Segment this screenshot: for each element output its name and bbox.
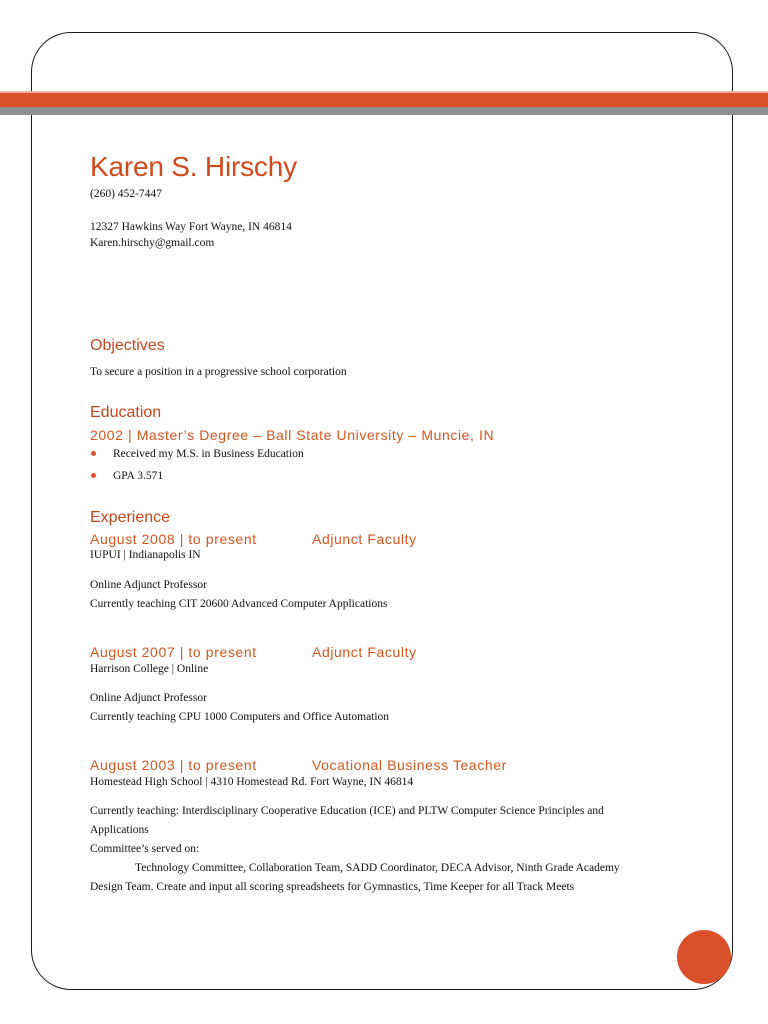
- job-dates: August 2008 | to present: [90, 531, 257, 547]
- job-header: [90, 531, 417, 547]
- bullet-icon: [91, 451, 96, 456]
- job-line: Committee’s served on:: [90, 843, 200, 855]
- job-org: Harrison College | Online: [90, 663, 209, 675]
- header-band-gray: [0, 107, 768, 115]
- education-bullet: Received my M.S. in Business Education: [113, 448, 304, 460]
- job-line: Design Team. Create and input all scoring spreadsheets for Gymnastics, Time Keeper for all Track Meets: [90, 881, 575, 893]
- education-bullet: GPA 3.571: [113, 470, 164, 482]
- resume-name: Karen S. Hirschy: [90, 151, 297, 182]
- education-heading: Education: [90, 404, 162, 421]
- job-dates: August 2003 | to present: [90, 757, 257, 773]
- objectives-heading: Objectives: [90, 337, 165, 354]
- objectives-text: To secure a position in a progressive school corporation: [90, 366, 347, 378]
- job-org: IUPUI | Indianapolis IN: [90, 549, 201, 561]
- job-line: Technology Committee, Collaboration Team, SADD Coordinator, DECA Advisor, Ninth Grade Academy: [135, 862, 620, 874]
- job-line: Online Adjunct Professor: [90, 692, 207, 704]
- experience-heading: Experience: [90, 509, 171, 526]
- job-role: Vocational Business Teacher: [312, 757, 507, 773]
- header-band-orange: [0, 93, 768, 107]
- job-dates: August 2007 | to present: [90, 644, 257, 660]
- decorative-circle-icon: [677, 930, 731, 984]
- phone: (260) 452-7447: [90, 188, 162, 200]
- job-role: Adjunct Faculty: [312, 644, 417, 660]
- job-line: Currently teaching CPU 1000 Computers and Office Automation: [90, 711, 390, 723]
- bullet-icon: [91, 473, 96, 478]
- job-role: Adjunct Faculty: [312, 531, 417, 547]
- job-line: Currently teaching CIT 20600 Advanced Computer Applications: [90, 598, 388, 610]
- job-org: Homestead High School | 4310 Homestead Rd. Fort Wayne, IN 46814: [90, 776, 414, 788]
- job-header: [90, 644, 417, 660]
- job-line: Online Adjunct Professor: [90, 579, 207, 591]
- job-header: [90, 757, 507, 773]
- education-entry: 2002 | Master’s Degree – Ball State University – Muncie, IN: [90, 427, 495, 443]
- job-line: Applications: [90, 824, 149, 836]
- address: 12327 Hawkins Way Fort Wayne, IN 46814: [90, 221, 292, 233]
- email: Karen.hirschy@gmail.com: [90, 237, 215, 249]
- job-line: Currently teaching: Interdisciplinary Cooperative Education (ICE) and PLTW Computer Science Principles and: [90, 805, 604, 817]
